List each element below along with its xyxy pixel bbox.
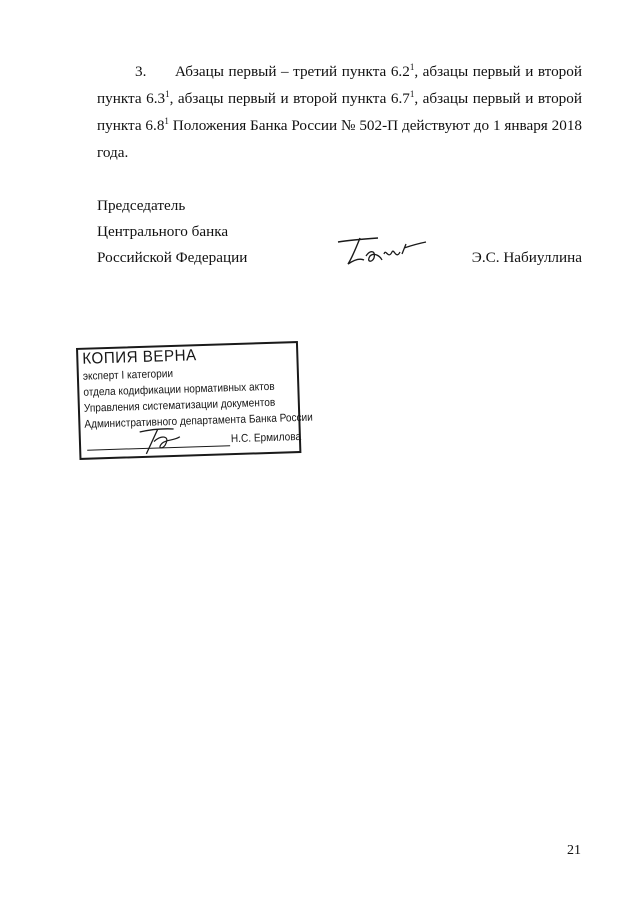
superscript-1: 1 bbox=[409, 62, 415, 72]
stamp-line-1: эксперт I категории bbox=[82, 367, 174, 383]
paragraph-text-1: Абзацы первый – третий пункта 6.2 bbox=[175, 63, 410, 80]
signatory-title-line-2: Центрального банка bbox=[97, 223, 229, 240]
signatory-title-line-3: Российской Федерации bbox=[97, 249, 248, 266]
stamp-line-2: отдела кодификации нормативных актов bbox=[83, 380, 275, 399]
stamp-signer-name: Н.С. Ермилова bbox=[230, 430, 302, 446]
paragraph-text-5: Положения Банка России № 502-П действуют до 1 января 2018 года. bbox=[97, 117, 583, 161]
paragraph-3 bbox=[97, 58, 582, 166]
certified-copy-stamp bbox=[76, 341, 314, 460]
stamp-handwritten-signature bbox=[135, 425, 186, 457]
superscript-4: 1 bbox=[164, 116, 169, 126]
stamp-line-4: Административного департамента Банка России bbox=[84, 411, 314, 431]
paragraph-text-2: , абзацы первый и второй пункта 6.3 bbox=[97, 63, 582, 107]
signatory-name: Э.С. Набиуллина bbox=[471, 249, 582, 266]
stamp-line-3: Управления систематизации документов bbox=[83, 396, 276, 415]
stamp-title: КОПИЯ ВЕРНА bbox=[82, 347, 197, 368]
superscript-3: 1 bbox=[409, 89, 415, 99]
signatory-title-line-1: Председатель bbox=[97, 197, 186, 214]
paragraph-text-4: , абзацы первый и второй пункта 6.8 bbox=[97, 90, 582, 134]
superscript-2: 1 bbox=[165, 89, 170, 99]
handwritten-signature bbox=[330, 230, 430, 270]
paragraph-text-3: , абзацы первый и второй пункта 6.7 bbox=[169, 90, 410, 107]
page-number: 21 bbox=[567, 843, 581, 858]
paragraph-number: 3. bbox=[135, 63, 147, 80]
